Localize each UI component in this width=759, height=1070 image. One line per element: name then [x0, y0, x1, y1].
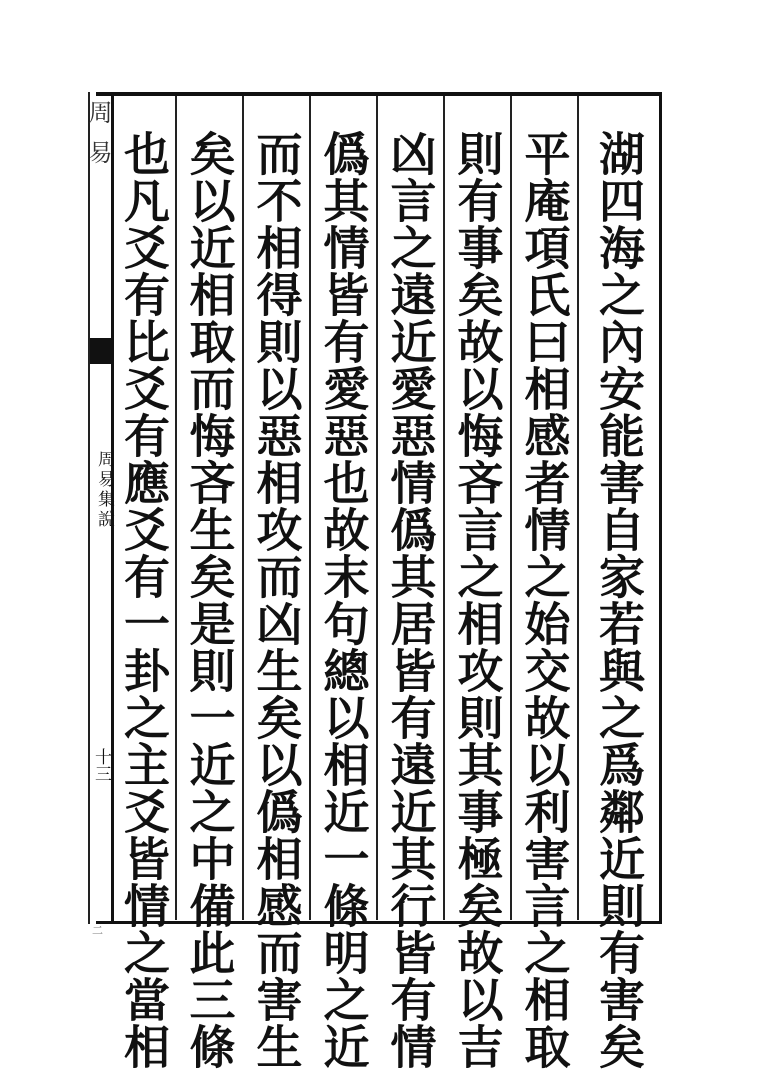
column-text: 也凡爻有比爻有應爻有一卦之主爻皆情之當相: [117, 130, 171, 1070]
bottom-mark: 二: [92, 924, 105, 937]
column-text: 矣以近相取而悔吝生矣是則一近之中備此三條: [182, 130, 237, 1070]
column-text: 平庵項氏曰相感者情之始交故以利害言之相取: [517, 130, 572, 1070]
text-column-5: [311, 96, 378, 1070]
margin-top-mark: 周易: [84, 100, 112, 180]
book-title: 周易集說: [94, 450, 114, 530]
text-column-1: [579, 96, 659, 1070]
column-text: 凶言之遠近愛惡情僞其居皆有遠近其行皆有情: [383, 130, 438, 1070]
text-column-2: [512, 96, 579, 1070]
text-column-3: [445, 96, 512, 1070]
text-column-4: [378, 96, 445, 1070]
column-text: 而不相得則以惡相攻而凶生矣以僞相感而害生: [249, 130, 304, 1070]
column-text: 湖四海之內安能害自家若與之爲鄰近則有害矣: [592, 130, 646, 1070]
column-text: 僞其情皆有愛惡也故末句總以相近一條明之近: [316, 130, 371, 1070]
text-column-8: [112, 96, 177, 1070]
page-number: 十三: [91, 748, 111, 782]
column-text: 則有事矣故以悔吝言之相攻則其事極矣故以吉: [450, 130, 505, 1070]
text-column-6: [244, 96, 311, 1070]
text-column-7: [177, 96, 244, 1070]
